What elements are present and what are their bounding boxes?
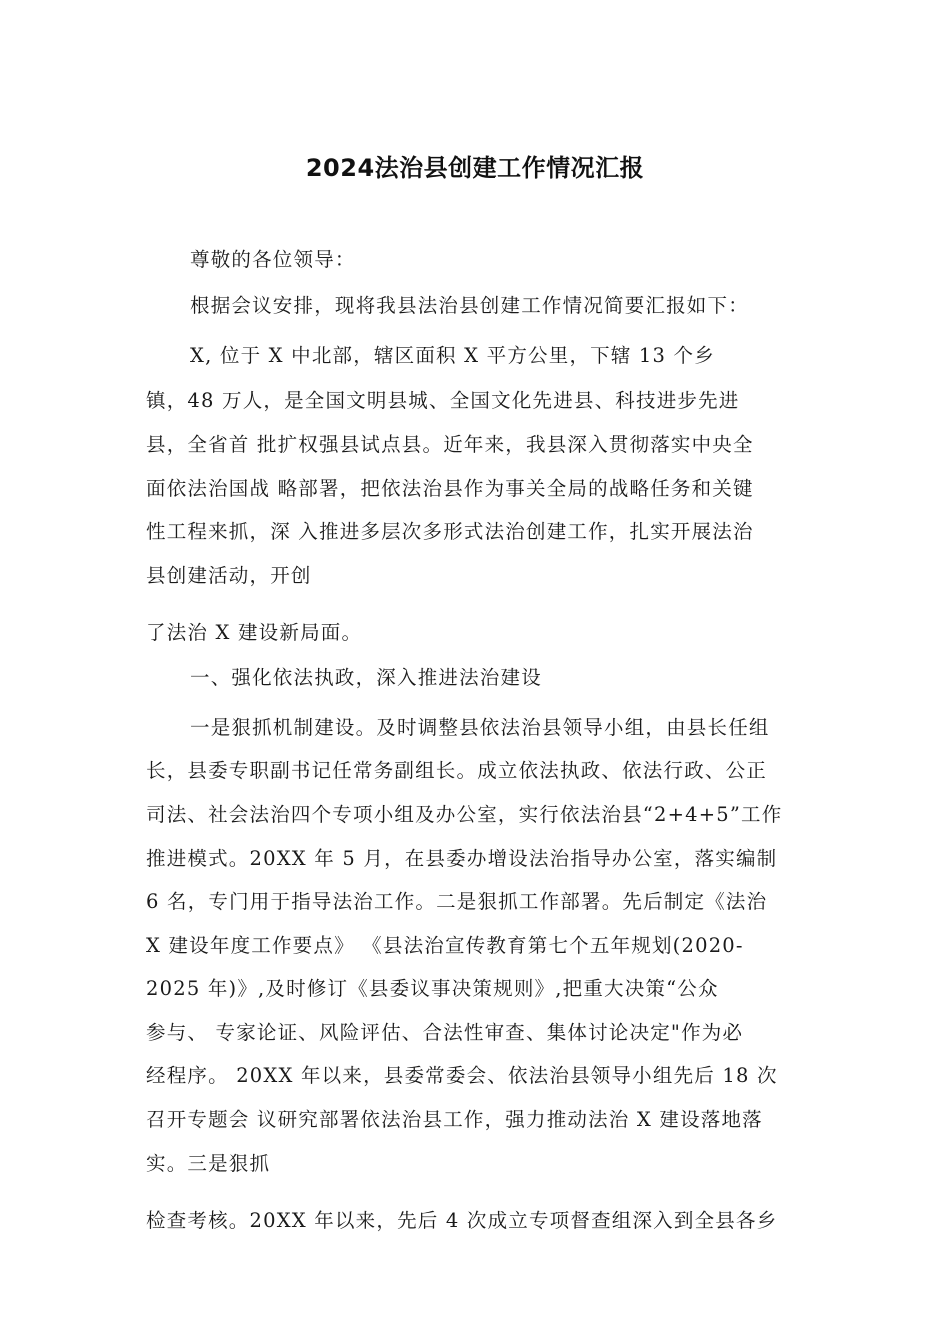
document-title: 2024法治县创建工作情况汇报 (305, 154, 645, 182)
paragraph-line: 长，县委专职副书记任常务副组长。成立依法执政、依法行政、公正 (146, 759, 768, 782)
paragraph-line: 根据会议安排，现将我县法治县创建工作情况简要汇报如下： (190, 294, 749, 317)
paragraph-line: X, 位于 X 中北部，辖区面积 X 平方公里，下辖 13 个乡 (190, 344, 715, 367)
paragraph-line: 性工程来抓，深 入推进多层次多形式法治创建工作，扎实开展法治 (146, 520, 754, 543)
paragraph-line: 召开专题会 议研究部署依法治县工作，强力推动法治 X 建设落地落 (146, 1108, 763, 1131)
paragraph-line: 6 名，专门用于指导法治工作。二是狠抓工作部署。先后制定《法治 (146, 890, 768, 913)
salutation: 尊敬的各位领导： (190, 248, 356, 271)
paragraph-line: 参与、 专家论证、风险评估、合法性审查、集体讨论决定"作为必 (146, 1021, 744, 1044)
paragraph-line: 经程序。 20XX 年以来，县委常委会、依法治县领导小组先后 18 次 (146, 1064, 778, 1087)
paragraph-line: 实。三是狠抓 (146, 1152, 271, 1175)
paragraph-line: 镇，48 万人，是全国文明县城、全国文化先进县、科技进步先进 (146, 389, 740, 412)
paragraph-line: X 建设年度工作要点》 《县法治宣传教育第七个五年规划(2020- (146, 934, 744, 957)
paragraph-line: 面依法治国战 略部署，把依法治县作为事关全局的战略任务和关键 (146, 477, 754, 500)
paragraph-line: 县创建活动，开创 (146, 564, 312, 587)
section-heading: 一、强化依法执政，深入推进法治建设 (190, 666, 542, 689)
paragraph-line: 2025 年)》,及时修订《县委议事决策规则》,把重大决策“公众 (146, 977, 719, 1000)
paragraph-line: 了法治 X 建设新局面。 (146, 621, 363, 644)
paragraph-line: 司法、社会法治四个专项小组及办公室，实行依法治县“2+4+5”工作 (146, 803, 783, 826)
paragraph-line: 一是狠抓机制建设。及时调整县依法治县领导小组，由县长任组 (190, 716, 770, 739)
paragraph-line: 检查考核。20XX 年以来，先后 4 次成立专项督查组深入到全县各乡 (146, 1209, 778, 1232)
paragraph-line: 县，全省首 批扩权强县试点县。近年来，我县深入贯彻落实中央全 (146, 433, 754, 456)
paragraph-line: 推进模式。20XX 年 5 月，在县委办增设法治指导办公室，落实编制 (146, 847, 778, 870)
